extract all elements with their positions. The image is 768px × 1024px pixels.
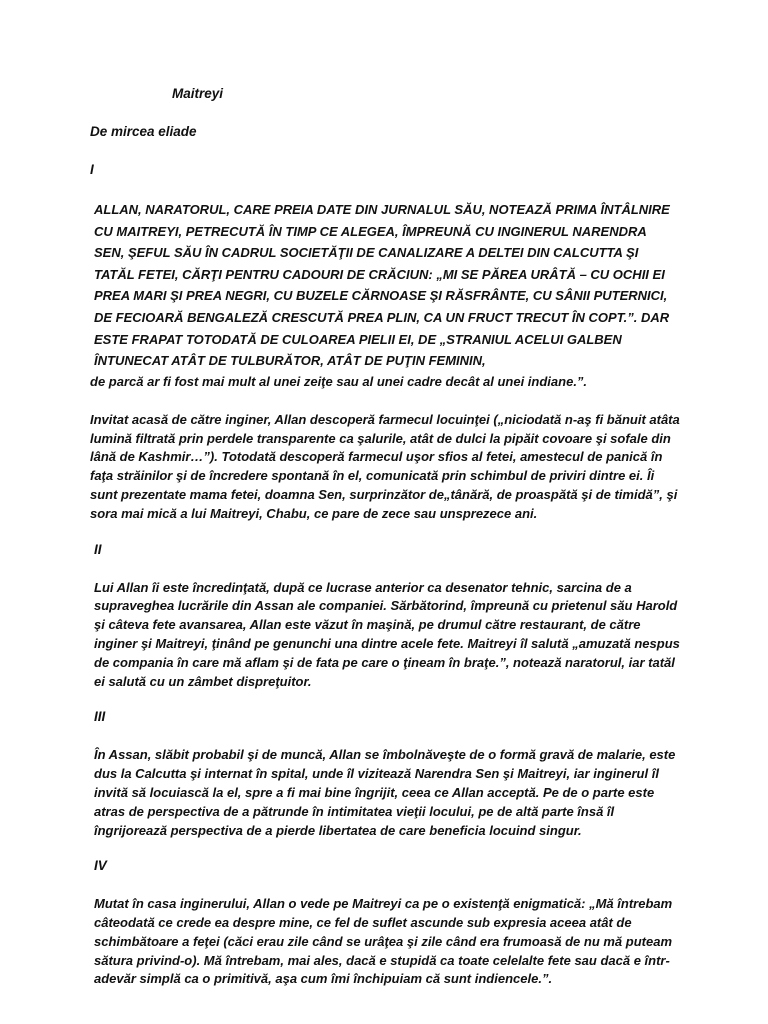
chapter-heading-2: II <box>94 541 102 557</box>
chapter-1-paragraph-2: Invitat acasă de către inginer, Allan descoperă farmecul locuinţei („niciodată n-aş fi bănuit atâta lumină filtrată prin perdele transparente ca şalurile, atât de dulci la pipăit covoare şi sofale din lână de Kashmir…”). Totodată descoperă farmecul uşor sfios al fetei, amestecul de panică în faţa străinilor şi de încredere spontană în el, comunicată prin schimbul de priviri dintre ei. Îi sunt prezentate mama fetei, doamna Sen, surprinzător de„tânără, de proaspătă şi de timidă”, şi sora mai mică a lui Maitreyi, Chabu, ce pare de zece sau unsprezece ani. <box>90 411 680 521</box>
chapter-heading-4: IV <box>94 858 107 874</box>
chapter-2-paragraph-1: Lui Allan îi este încredinţată, după ce lucrase anterior ca desenator tehnic, sarcina de a supraveghea lucrările din Assan ale companiei. Sărbătorind, împreună cu prietenul său Harold şi câteva fete avansarea, Allan este văzut în maşină, pe drumul către restaurant, de către inginer şi Maitreyi, ţinând pe genunchi una dintre acele fete. Maitreyi îl salută „amuzată nespus de compania în care mă aflam şi de fata pe care o ţineam în braţe.”, notează naratorul, iar tatăl ei salută cu un zâmbet dispreţuitor. <box>94 579 680 689</box>
chapter-4-paragraph-1: Mutat în casa inginerului, Allan o vede pe Maitreyi ca pe o existenţă enigmatică: „Mă întrebam câteodată ce crede ea despre mine, ce fel de suflet ascunde sub expresia aceea atât de schimbătoare a feţei (căci erau zile când se urâţea şi zile când era frumoasă de nu mă puteam sătura privind-o). Mă întrebam, mai ales, dacă e stupidă ca toate celelalte fete sau dacă e într-adevăr simplă ca o primitivă, aşa cum îmi închipuiam că sunt indiencele.”. <box>94 896 673 987</box>
chapter-1-paragraph-1: ALLAN, NARATORUL, CARE PREIA DATE DIN JURNALUL SĂU, NOTEAZĂ PRIMA ÎNTÂLNIRE CU MAITREYI, PETRECUTĂ ÎN TIMP CE ALEGEA, ÎMPREUNĂ CU INGINERUL NARENDRA SEN, ŞEFUL SĂU ÎN CADRUL SOCIETĂŢII DE CANALIZARE A DELTEI DIN CALCUTTA ŞI TATĂL FETEI, CĂRŢI PENTRU CADOURI DE CRĂCIUN: „MI SE PĂREA URÂTĂ – CU OCHII EI PREA MARI ŞI PREA NEGRI, CU BUZELE CĂRNOASE ŞI RĂSFRÂNTE, CU SÂNII PUTERNICI, DE FECIOARĂ BENGALEZĂ CRESCUTĂ PREA PLIN, CA UN FRUCT TRECUT ÎN COPT.”. DAR ESTE FRAPAT TOTODATĂ DE CULOAREA PIELII EI, DE „STRANIUL ACELUI GALBEN ÎNTUNECAT ATÂT DE TULBURĂTOR, ATÂT DE PUŢIN FEMININ, <box>94 202 670 369</box>
chapter-heading-3: III <box>94 709 106 725</box>
chapter-heading-1: I <box>90 162 94 177</box>
chapter-3-paragraph-1: În Assan, slăbit probabil şi de muncă, Allan se îmbolnăveşte de o formă gravă de malarie, este dus la Calcutta şi internat în spital, unde îl vizitează Narendra Sen şi Maitreyi, iar inginerul îl invită să locuiască la el, spre a fi mai bine îngrijit, ceea ce Allan acceptă. Pe de o parte este atras de perspectiva de a pătrunde în intimitatea vieţii locului, pe de altă parte însă îl îngrijorează perspectiva de a pierde libertatea de care beneficia locuind singur. <box>94 747 676 838</box>
chapter-1-paragraph-1-continued: de parcă ar fi fost mai mult al unei zeiţe sau al unei cadre decât al unei indiane.”. <box>90 373 588 389</box>
document-title: Maitreyi <box>172 86 224 101</box>
document-author: De mircea eliade <box>90 124 197 139</box>
